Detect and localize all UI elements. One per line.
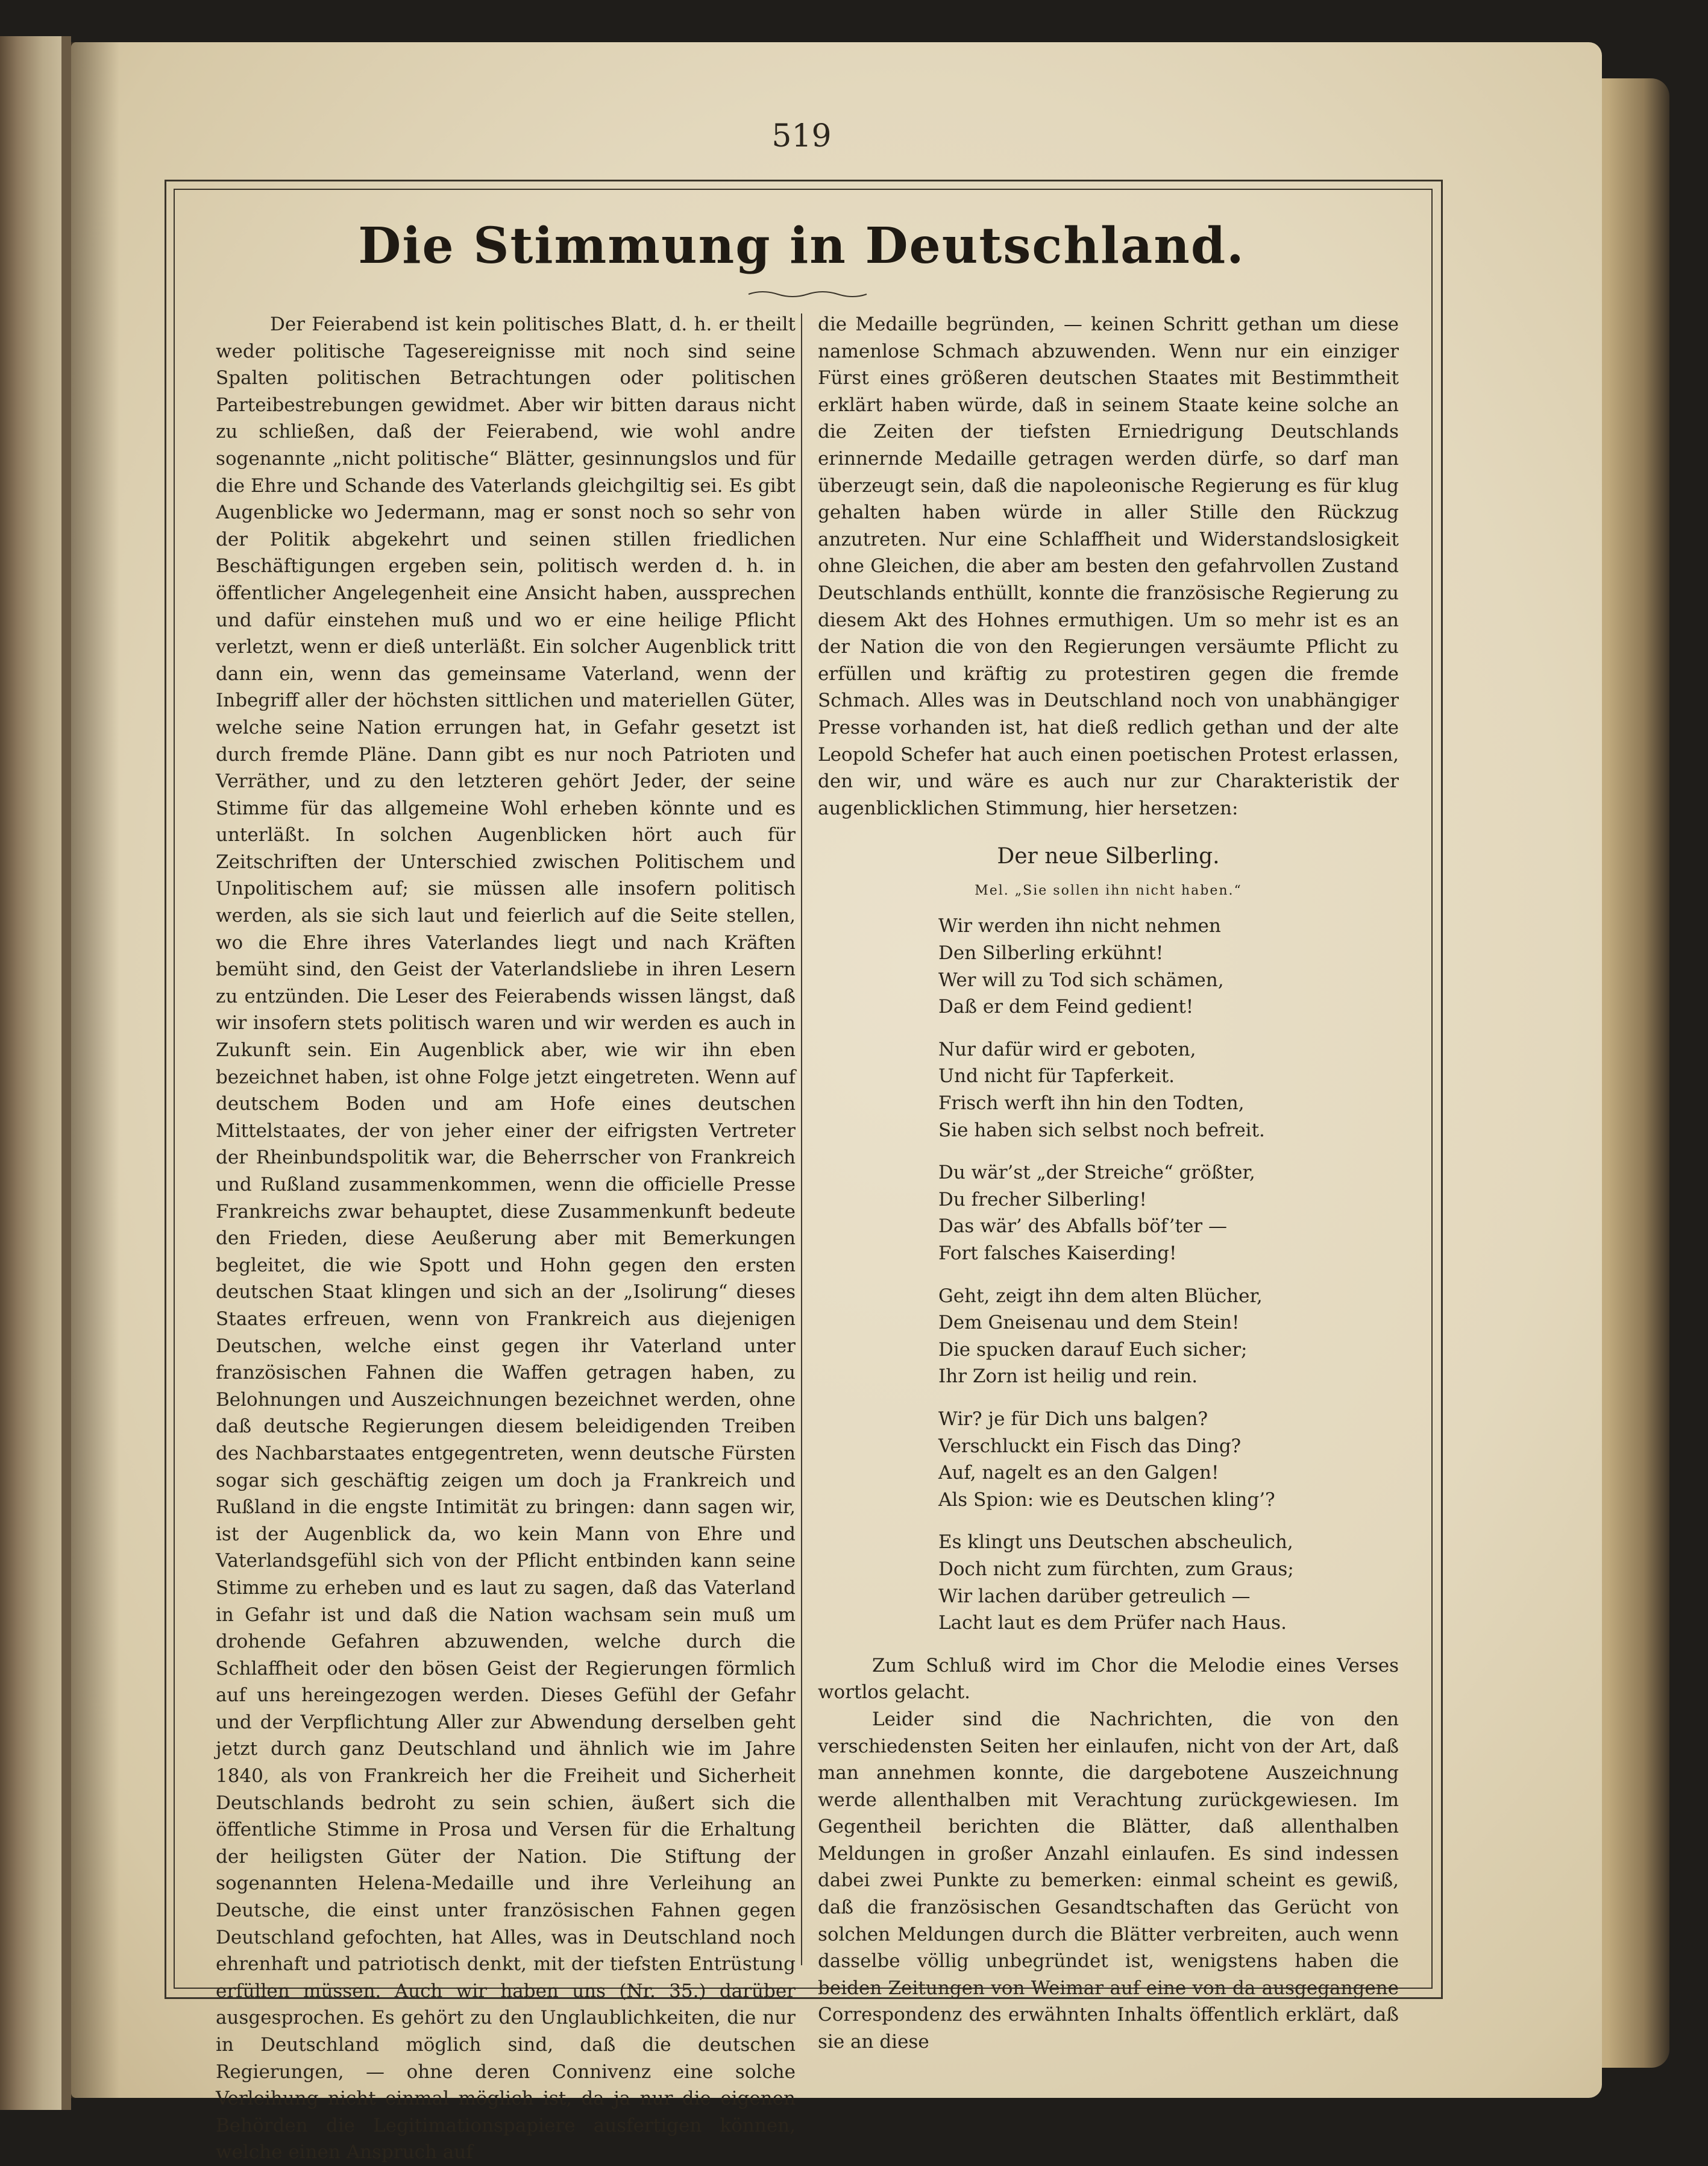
poem-line: Und nicht für Tapferkeit. — [938, 1065, 1175, 1088]
right-column-intro — [818, 311, 1399, 822]
right-column-continuation — [818, 1652, 1399, 2056]
right-column — [818, 311, 1399, 2056]
poem-line: Ihr Zorn ist heilig und rein. — [938, 1365, 1198, 1388]
poem-line: Als Spion: wie es Deutschen kling’? — [938, 1488, 1275, 1511]
poem-title: Der neue Silberling. — [997, 844, 1220, 869]
poem-stanza — [938, 1529, 1399, 1636]
binding-gutter — [71, 42, 119, 2098]
poem-stanza — [938, 1283, 1399, 1390]
column-divider — [801, 313, 802, 1965]
poem-stanza — [938, 1406, 1399, 1513]
left-paragraph: Der Feierabend ist kein politisches Blatt, d. h. er theilt weder politische Tagesereignisse mit noch sind seine Spalten politischen Betrachtungen oder politischen Parteibestrebungen gewidmet. Aber wir bitten daraus nicht zu schließen, daß der Feierabend, wie wohl andre sogenannte „nicht politische“ Blätter, gesinnungslos und für die Ehre und Schande des Vaterlands gleichgiltig sei. Es gibt Augenblicke wo Jedermann, mag er sonst noch so sehr von der Politik abgekehrt und seinen stillen friedlichen Beschäftigungen ergeben sein, politisch werden d. h. in öffentlicher Angelegenheit eine Ansicht haben, aussprechen und dafür einstehen muß und wo er eine heilige Pflicht verletzt, wenn er dieß unterläßt. Ein solcher Augenblick tritt dann ein, wenn das gemeinsame Vaterland, wenn der Inbegriff aller der höchsten sittlichen und materiellen Güter, welche seine Nation errungen hat, in Gefahr gesetzt ist durch fremde Pläne. Dann gibt es nur noch Patrioten und Verräther, und zu den letzteren gehört Jeder, der seine Stimme für das allgemeine Wohl erheben könnte und es unterläßt. In solchen Augenblicken hört auch für Zeitschriften der Unterschied zwischen Politischem und Unpolitischem auf; sie müssen alle insofern politisch werden, als sie sich laut und feierlich auf die Seite stellen, wo die Ehre ihres Vaterlandes liegt und nach Kräften bemüht sind, den Geist der Vaterlandsliebe in ihren Lesern zu entzünden. Die Leser des Feierabends wissen längst, daß wir insofern stets politisch waren und wir werden es auch in Zukunft sein. Ein Augenblick aber, wie wir ihn eben bezeichnet haben, ist ohne Folge jetzt eingetreten. Wenn auf deutschem Boden und am Hofe eines deutschen Mittelstaates, der von jeher einer der eifrigsten Vertreter der Rheinbundspolitik war, die Beherrscher von Frankreich und Rußland zusammenkommen, wenn die officielle Presse Frankreichs zwar behauptet, diese Zusammenkunft bedeute den Frieden, diese Aeußerung aber mit Bemerkungen begleitet, die wie Spott und Hohn gegen den ersten deutschen Staat klingen und sich an der „Isolirung“ dieses Staates erfreuen, wenn von Frankreich aus diejenigen Deutschen, welche einst gegen ihr Vaterland unter französischen Fahnen die Waffen getragen haben, zu Belohnungen und Auszeichnungen bezeichnet werden, ohne daß deutsche Regierungen diesem beleidigenden Treiben des Nachbarstaates entgegentreten, wenn deutsche Fürsten sogar sich geschäftig zeigen um doch ja Frankreich und Rußland in die engste Intimität zu bringen: dann sagen wir, ist der Augenblick da, wo kein Mann von Ehre und Vaterlandsgefühl sich von der Pflicht entbinden kann seine Stimme zu erheben und es laut zu sagen, daß das Vaterland in Gefahr ist und daß die Nation wachsam sein muß um drohende Gefahren abzuwenden, welche durch die Schlaffheit oder den bösen Geist der Regierungen förmlich auf uns hereingezogen werden. Dieses Gefühl der Gefahr und der Verpflichtung Aller zur Abwendung derselben geht jetzt durch ganz Deutschland und ähnlich wie im Jahre 1840, als von Frankreich her die Freiheit und Sicherheit Deutschlands bedroht zu sein schien, äußert sich die öffentliche Stimme in Prosa und Versen für die Erhaltung der heiligsten Güter der Nation. Die Stiftung der sogenannten Helena-Medaille und ihre Verleihung an Deutsche, die einst unter französischen Fahnen gegen Deutschland gefochten, hat Alles, was in Deutschland noch ehrenhaft und patriotisch denkt, mit der tiefsten Entrüstung erfüllen müssen. Auch wir haben uns (Nr. 35.) darüber ausgesprochen. Es gehört zu den Unglaublichkeiten, die nur in Deutschland möglich sind, daß die deutschen Regierungen, — ohne deren Connivenz eine solche Verleihung nicht einmal möglich ist, da ja nur die eigenen Behörden die Legitimationspapiere ausfertigen können, welche einen Anspruch auf — [216, 313, 796, 2164]
title-ornament — [747, 288, 868, 300]
page-title: Die Stimmung in Deutschland. — [358, 217, 1245, 275]
left-column — [216, 311, 796, 2166]
poem-line: Du frecher Silberling! — [938, 1188, 1147, 1211]
poem-line: Lacht laut es dem Prüfer nach Haus. — [938, 1612, 1287, 1634]
poem-stanza — [938, 913, 1399, 1020]
poem-line: Geht, zeigt ihn dem alten Blücher, — [938, 1285, 1263, 1307]
poem-line: Auf, nagelt es an den Galgen! — [938, 1462, 1219, 1484]
poem-line: Das wär’ des Abfalls böf’ter — — [938, 1215, 1227, 1238]
poem-line: Den Silberling erkühnt! — [938, 942, 1164, 965]
poem-line: Verschluckt ein Fisch das Ding? — [938, 1435, 1242, 1457]
poem-line: Doch nicht zum fürchten, zum Graus; — [938, 1558, 1294, 1580]
poem-line: Wer will zu Tod sich schämen, — [938, 969, 1224, 991]
poem-line: Wir werden ihn nicht nehmen — [938, 915, 1221, 937]
poem-line: Dem Gneisenau und dem Stein! — [938, 1312, 1240, 1334]
left-page-edge — [0, 36, 71, 2110]
poem-stanza — [938, 1159, 1399, 1267]
poem-stanza — [938, 1036, 1399, 1144]
poem-line: Fort falsches Kaiserding! — [938, 1242, 1177, 1264]
poem-line: Wir lachen darüber getreulich — — [938, 1585, 1251, 1607]
right-paragraph: die Medaille begründen, — keinen Schritt gethan um diese namenlose Schmach abzuwenden. Wenn nur ein einziger Fürst eines größeren deutschen Staates mit Bestimmtheit erklärt haben würde, daß in seinem Staate keine solche an die Zeiten der tiefsten Erniedrigung Deutschlands erinnernde Medaille getragen werden dürfe, so darf man überzeugt sein, daß die napoleonische Regierung es für klug gehalten haben würde in aller Stille den Rückzug anzutreten. Nur eine Schlaffheit und Widerstandslosigkeit ohne Gleichen, die aber am besten den gefahrvollen Zustand Deutschlands enthüllt, konnte die französische Regierung zu diesem Akt des Hohnes ermuthigen. Um so mehr ist es an der Nation die von den Regierungen versäumte Pflicht zu erfüllen und kräftig zu protestiren gegen die fremde Schmach. Alles was in Deutschland noch von unabhängiger Presse vorhanden ist, hat dieß redlich gethan und der alte Leopold Schefer hat auch einen poetischen Protest erlassen, den wir, und wäre es auch nur zur Charakteristik der augenblicklichen Stimmung, hier hersetzen: — [818, 313, 1399, 819]
right-paragraph: Leider sind die Nachrichten, die von den verschiedensten Seiten her einlaufen, nicht von der Art, daß man annehmen konnte, die dargebotene Auszeichnung werde allenthalben mit Verachtung zurückgewiesen. Im Gegentheil berichten die Blätter, daß allenthalben Meldungen in großer Anzahl einlaufen. Es sind indessen dabei zwei Punkte zu bemerken: einmal scheint es gewiß, daß die französischen Gesandtschaften das Gerücht von solchen Meldungen durch die Blätter verbreiten, auch wenn dasselbe völlig unbegründet ist, wenigstens haben die beiden Zeitungen von Weimar auf eine von da ausgegangene Correspondenz des erwähnten Inhalts öffentlich erklärt, daß sie an diese — [818, 1708, 1399, 2053]
poem-line: Sie haben sich selbst noch befreit. — [938, 1119, 1265, 1141]
poem-melody-note: Mel. „Sie sollen ihn nicht haben.“ — [975, 883, 1242, 898]
poem-line: Du wär’st „der Streiche“ größter, — [938, 1162, 1255, 1184]
poem-line: Die spucken darauf Euch sicher; — [938, 1338, 1248, 1361]
page-number: 519 — [771, 118, 832, 154]
poem-line: Daß er dem Feind gedient! — [938, 996, 1194, 1018]
poem-line: Wir? je für Dich uns balgen? — [938, 1408, 1208, 1430]
right-paragraph: Zum Schluß wird im Chor die Melodie eines Verses wortlos gelacht. — [818, 1654, 1399, 1704]
poem-line: Es klingt uns Deutschen abscheulich, — [938, 1531, 1293, 1554]
poem-line: Nur dafür wird er geboten, — [938, 1038, 1196, 1060]
poem-line: Frisch werft ihn hin den Todten, — [938, 1092, 1245, 1115]
